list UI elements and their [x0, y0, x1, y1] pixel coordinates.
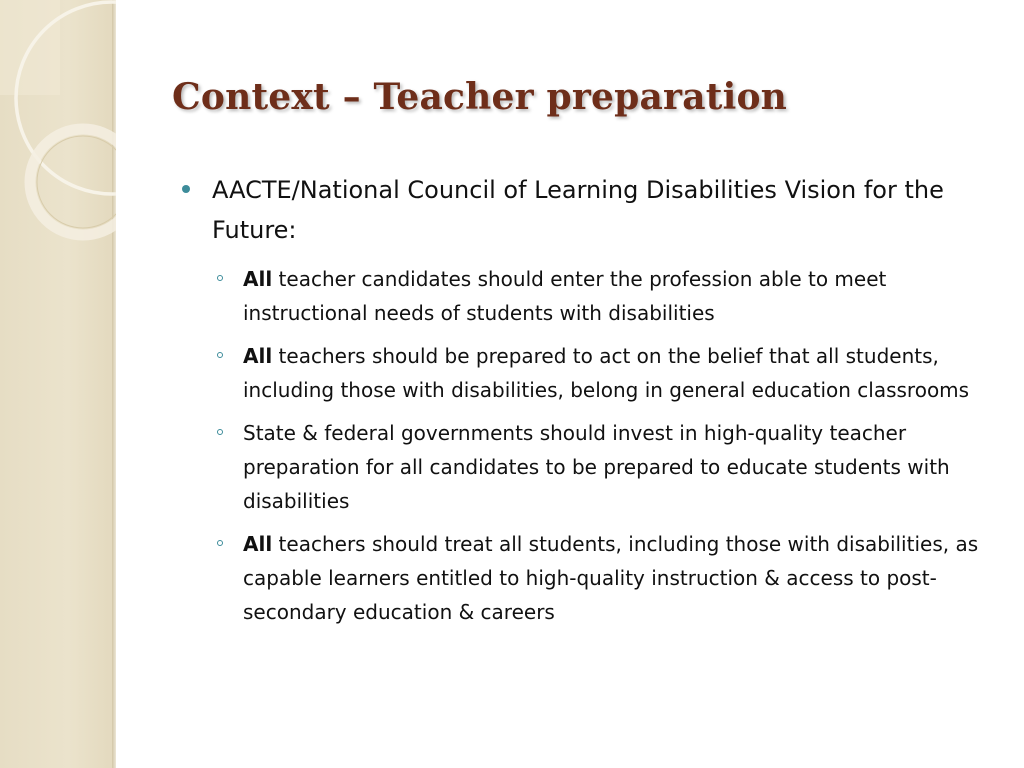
- sub-bullet-emphasis: All: [243, 267, 273, 291]
- bullet-level1: [180, 170, 1000, 250]
- ring-bullet-icon: [217, 352, 223, 358]
- sub-bullet-text: State & federal governments should invest in high-quality teacher preparation for all candidates to be prepared to educate students with disabilities: [243, 421, 950, 513]
- ring-bullet-icon: [217, 275, 223, 281]
- sub-bullet-emphasis: All: [243, 344, 273, 368]
- sub-bullet-text: teachers should be prepared to act on the belief that all students, including those with disabilities, belong in general education classrooms: [243, 344, 970, 402]
- bullet-level1-text: AACTE/National Council of Learning Disabilities Vision for the Future:: [212, 176, 944, 244]
- sub-bullet-text: teacher candidates should enter the profession able to meet instructional needs of students with disabilities: [243, 267, 887, 325]
- sub-bullet: [212, 339, 1000, 407]
- sub-bullet-list: [180, 262, 1000, 629]
- slide-title: Context – Teacher preparation: [172, 76, 788, 118]
- slide-content: [180, 170, 1000, 638]
- decorative-circles: [0, 0, 116, 768]
- sub-bullet: [212, 527, 1000, 629]
- sub-bullet: [212, 416, 1000, 518]
- sub-bullet-emphasis: All: [243, 532, 273, 556]
- decorative-circle-band: [30, 129, 116, 235]
- sub-bullet: [212, 262, 1000, 330]
- sub-bullet-text: teachers should treat all students, including those with disabilities, as capable learners entitled to high-quality instruction & access to post-secondary education & careers: [243, 532, 979, 624]
- ring-bullet-icon: [217, 429, 223, 435]
- ring-bullet-icon: [217, 540, 223, 546]
- bullet-dot-icon: [182, 185, 190, 193]
- decorative-circle-inner: [37, 136, 116, 228]
